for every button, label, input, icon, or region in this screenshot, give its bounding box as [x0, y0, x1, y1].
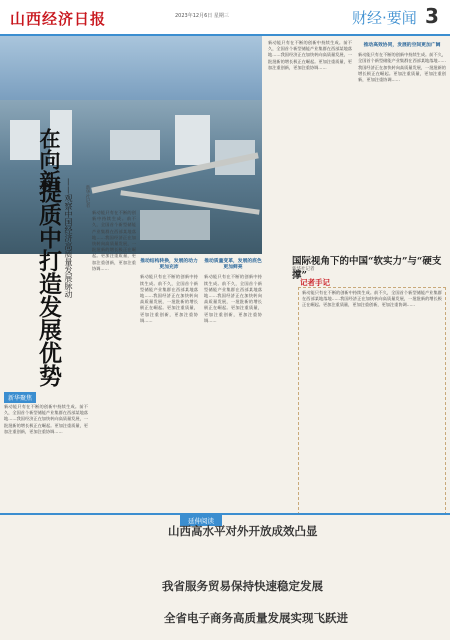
reporter-note-tag: 记者手记: [300, 278, 330, 287]
lead-byline: 新华社记者: [85, 185, 90, 208]
article-text: 新动能只有在不断的创新中持续生成。前不久，全国首个新型储能产业集群在西部某地落地……我国经济正在加快转向高质量发展，一批批新的增长极正在崛起。更加注重质量，更加注重创新，更加注重协调……: [302, 290, 442, 308]
article-column: [358, 40, 446, 245]
article-text: 新动能只有在不断的创新中持续生成。前不久，全国首个新型储能产业集群在西部某地落地……我国经济正在加快转向高质量发展，一批批新的增长极正在崛起。更加注重质量，更加注重创新，更加注重协调……: [358, 52, 446, 83]
right-byline: 新华社记者: [292, 267, 315, 272]
article-text: 新动能只有在不断的创新中持续生成。前不久，全国首个新型储能产业集群在西部某地落地……我国经济正在加快转向高质量发展，一批批新的增长极正在崛起。更加注重质量，更加注重创新，更加注重协调……: [92, 210, 136, 271]
article-text: 新动能只有在不断的创新中持续生成。前不久，全国首个新型储能产业集群在西部某地落地……我国经济正在加快转向高质量发展，一批批新的增长极正在崛起。更加注重质量，更加注重创新，更加注重协调……: [204, 274, 262, 323]
article-column: [268, 40, 352, 245]
section-title: 财经·要闻: [352, 9, 417, 27]
bottom-divider: [0, 513, 450, 515]
article-column: [204, 256, 262, 511]
article-column: [302, 290, 442, 510]
masthead: [0, 0, 450, 34]
lead-headline-a: 在向新: [37, 128, 62, 191]
lead-subtitle: ——观察中国经济高质量发展脉动: [64, 178, 73, 298]
newspaper-logo: 山西经济日报: [10, 10, 107, 28]
bottom-headline-2: 我省服务贸易保持快速稳定发展: [162, 579, 323, 593]
article-text: 新动能只有在不断的创新中持续生成。前不久，全国首个新型储能产业集群在西部某地落地……我国经济正在加快转向高质量发展，一批批新的增长极正在崛起。更加注重质量，更加注重创新，更加注重协调……: [4, 404, 88, 434]
article-subheading: 推动高效协同，发展的空间更加广阔: [363, 43, 441, 48]
article-column: [140, 256, 198, 511]
article-column: [4, 404, 88, 510]
extend-reading-tag: 延伸阅读: [180, 515, 222, 526]
article-subheading: 推动质量变革，发展的底色更加鲜亮: [204, 259, 262, 271]
article-text: 新动能只有在不断的创新中持续生成。前不久，全国首个新型储能产业集群在西部某地落地……我国经济正在加快转向高质量发展，一批批新的增长极正在崛起。更加注重质量，更加注重创新，更加注重协调……: [140, 274, 198, 323]
lead-headline-b: 提质中打造发展优势: [35, 180, 62, 387]
side-tag: 新华聚焦: [4, 392, 36, 403]
page-number: 3: [425, 4, 439, 28]
bottom-headline-3: 全省电子商务高质量发展实现飞跃进: [164, 611, 348, 625]
article-text: 新动能只有在不断的创新中持续生成。前不久，全国首个新型储能产业集群在西部某地落地……我国经济正在加快转向高质量发展，一批批新的增长极正在崛起。更加注重质量，更加注重创新，更加注重协调……: [268, 40, 352, 70]
article-subheading: 推动结构转换，发展的动力更加充沛: [140, 259, 198, 271]
right-headline: 国际视角下的中国“软实力”与“硬支撑”: [292, 256, 442, 281]
article-column: [92, 210, 136, 380]
issue-date: 2023年12月6日 星期三: [175, 13, 229, 19]
bottom-headline-1: 山西高水平对外开放成效凸显: [168, 524, 318, 538]
